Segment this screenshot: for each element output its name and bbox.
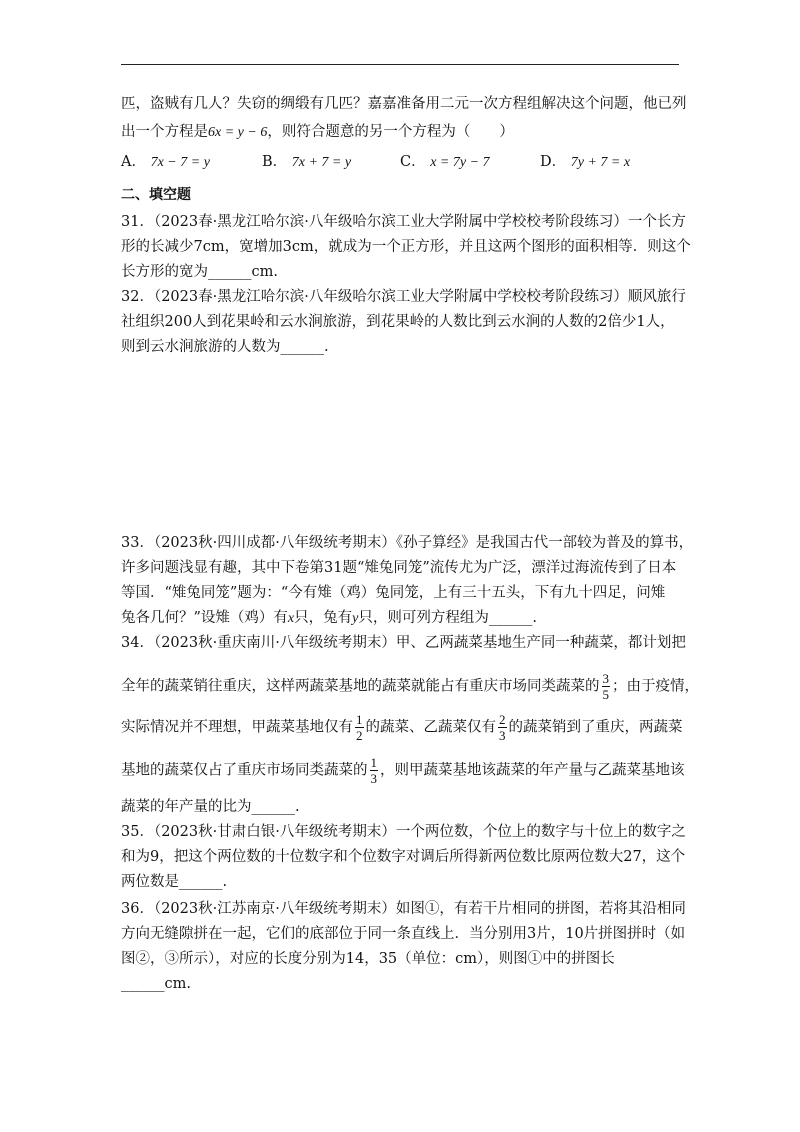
q33-line1: 33．（2023秋·四川成都·八年级统考期末）《孙子算经》是我国古代一部较为普及的算书， [121, 535, 694, 551]
q34-line4: 基地的蔬菜仅占了重庆市场同类蔬菜的 $\frac{1}{3}$ ，则甲蔬菜基地该蔬菜的年产量与乙蔬菜基地该 [121, 755, 685, 786]
q36-line1: 36．（2023秋·江苏南京·八年级统考期末）如图①，有若干片相同的拼图，若将其沿相同 [121, 901, 686, 917]
choice-c[interactable]: C． x = 7y − 7 [400, 154, 490, 170]
q34-line2: 全年的蔬菜销往重庆，这样两蔬菜基地的蔬菜就能占有重庆市场同类蔬菜的 $\frac{3}{5}$ ；由于疫情， [121, 671, 699, 702]
q34-line3: 实际情况并不理想，甲蔬菜基地仅有 $\frac{1}{2}$ 的蔬菜、乙蔬菜仅有 $\frac{2}{3}$ 的蔬菜销到了重庆，两蔬菜 [121, 712, 683, 743]
q30-equation: 6x = y − 6 [208, 125, 268, 140]
q36-line4: ______cm. [121, 976, 191, 992]
header-rule [121, 64, 679, 65]
fraction-1-3: $\frac{1}{3}$ [370, 755, 377, 786]
q31-line3: 长方形的宽为______cm. [121, 264, 278, 280]
q33-line3: 等国．“雉兔同笼”题为：“今有雉（鸡）兔同笼，上有三十五头，下有九十四足，问雉 [121, 585, 666, 601]
fraction-1-2: $\frac{1}{2}$ [356, 712, 363, 743]
q31-line2: 形的长减少7cm，宽增加3cm，就成为一个正方形，并且这两个图形的面积相等．则这个 [121, 239, 691, 255]
q30-line1: 匹，盗贼有几人？失窃的绸缎有几匹？嘉嘉准备用二元一次方程组解决这个问题，他已列 [121, 96, 687, 112]
q36-line2: 方向无缝隙拼在一起，它们的底部位于同一条直线上．当分别用3片，10片拼图拼时（如 [121, 926, 686, 942]
q35-line3: 两位数是______. [121, 874, 228, 890]
q34-line1: 34．（2023秋·重庆南川·八年级统考期末）甲、乙两蔬菜基地生产同一种蔬菜，都计划把 [121, 635, 686, 651]
q32-line1: 32．（2023春·黑龙江哈尔滨·八年级哈尔滨工业大学附属中学校校考阶段练习）顺风旅行 [121, 289, 686, 305]
q30-line2: 出一个方程是6x = y − 6，则符合题意的另一个方程为（ ） [121, 124, 514, 140]
choice-d[interactable]: D． 7y + 7 = x [540, 154, 631, 170]
section-title: 二、填空题 [121, 187, 191, 203]
choice-b[interactable]: B． 7x + 7 = y [262, 154, 352, 170]
q31-line1: 31．（2023春·黑龙江哈尔滨·八年级哈尔滨工业大学附属中学校校考阶段练习）一个长方 [121, 214, 686, 230]
q32-line3: 则到云水涧旅游的人数为______. [121, 339, 329, 355]
choice-a[interactable]: A． 7x − 7 = y [121, 154, 210, 170]
fraction-3-5: $\frac{3}{5}$ [602, 671, 609, 702]
q36-line3: 图②，③所示），对应的长度分别为14，35（单位：cm），则图①中的拼图长 [121, 951, 615, 967]
q33-line2: 许多问题浅显有趣，其中下卷第31题“雉兔同笼”流传尤为广泛，漂洋过海流传到了日本 [121, 560, 677, 576]
q33-line4: 兔各几何？”设雉（鸡）有x只，兔有y只，则可列方程组为______. [121, 610, 537, 626]
q35-line2: 和为9，把这个两位数的十位数字和个位数字对调后所得新两位数比原两位数大27，这个 [121, 849, 686, 865]
q35-line1: 35．（2023秋·甘肃白银·八年级统考期末）一个两位数，个位上的数字与十位上的数字之 [121, 824, 686, 840]
q32-line2: 社组织200人到花果岭和云水涧旅游，到花果岭的人数比到云水涧的人数的2倍少1人， [121, 314, 675, 330]
q34-line5: 蔬菜的年产量的比为______. [121, 799, 300, 815]
fraction-2-3: $\frac{2}{3}$ [499, 712, 506, 743]
